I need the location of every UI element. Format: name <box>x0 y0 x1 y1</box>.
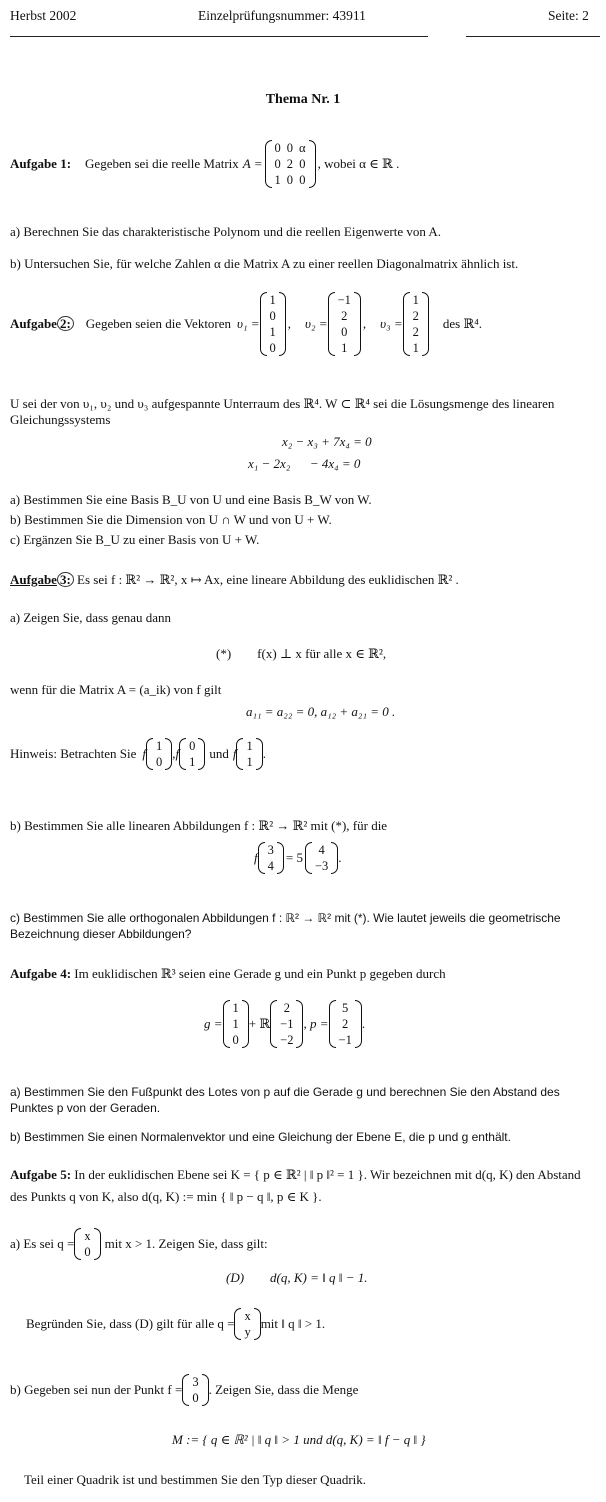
aufgabe-4-b: b) Bestimmen Sie einen Normalenvektor und eine Gleichung der Ebene E, die p und g enthält. <box>10 1130 511 1144</box>
hint-vector-1-entry: 0 <box>155 755 163 769</box>
v2-name: υ₂ = <box>305 316 328 331</box>
reason-vector-row <box>241 1308 253 1324</box>
hint-vector-3-row <box>243 738 255 754</box>
a5-b-vector-entry: 0 <box>192 1391 199 1405</box>
vector-v2-row <box>335 308 354 324</box>
a5-a-pre: a) Es sei q = <box>10 1236 75 1251</box>
a5-a-vector-row <box>81 1228 93 1244</box>
matrix-A-entry: 0 <box>299 173 306 187</box>
g-direction-vector-entry: 2 <box>283 1001 290 1015</box>
aufgabe-1-label: Aufgabe 1: <box>10 156 72 171</box>
aufgabe-2-b: b) Bestimmen Sie die Dimension von U ∩ W und von U + W. <box>10 512 332 527</box>
hint-pre: Hinweis: Betrachten Sie <box>10 746 137 761</box>
vector-v2-entry: −1 <box>337 293 351 307</box>
aufgabe-5-b <box>10 1374 358 1406</box>
b-rhs-vector-row <box>312 842 331 858</box>
hint-vector-2 <box>179 738 205 770</box>
p-vector-row <box>336 1016 355 1032</box>
hint-f-2: f <box>175 746 180 761</box>
hint-vector-1 <box>146 738 172 770</box>
aufgabe-3-label-num: 3: <box>57 572 74 587</box>
equation-2: x₁ − 2x₂ − 4x₄ = 0 <box>248 456 361 471</box>
v3-name: υ₃ = <box>380 316 403 331</box>
matrix-A-entry: 2 <box>286 157 294 171</box>
header-center: Einzelprüfungsnummer: 43911 <box>198 8 366 23</box>
b-rhs-vector <box>305 842 338 874</box>
hint-comma: , <box>172 746 176 761</box>
aufgabe-2-a: a) Bestimmen Sie eine Basis B_U von U und eine Basis B_W von W. <box>10 492 372 507</box>
reason-vector <box>234 1308 260 1340</box>
aufgabe-3-c: c) Bestimmen Sie alle orthogonalen Abbildungen f : ℝ² → ℝ² mit (*). Wie lautet jeweils die geometrische Bezeichnung dieser Abbildungen? <box>10 911 561 941</box>
a5-a-vector-entry: 0 <box>84 1245 91 1259</box>
matrix-A-entry: 0 <box>274 141 281 155</box>
p-vector-row <box>336 1000 355 1016</box>
hint-vector-3-entry: 1 <box>246 755 253 769</box>
g-direction-vector-row <box>277 1000 296 1016</box>
matrix-A-row <box>272 172 309 188</box>
aufgabe-1-after: , wobei α ∈ ℝ . <box>317 156 400 171</box>
matrix-A-entry: α <box>299 141 306 155</box>
aufgabe-1-a: a) Berechnen Sie das charakteristische Polynom und die reellen Eigenwerte von A. <box>10 224 442 239</box>
b-lhs-vector <box>258 842 284 874</box>
reason-vector-entry: x <box>244 1309 251 1323</box>
sep-2: , <box>362 316 367 331</box>
b-eq: = 5 <box>285 850 303 865</box>
aufgabe-1-b: b) Untersuchen Sie, für welche Zahlen α die Matrix A zu einer reellen Diagonalmatrix ähnlich ist. <box>10 256 519 271</box>
vector-v2-row <box>335 340 354 356</box>
aufgabe-2-label <box>10 316 74 332</box>
aufgabe-2-statement <box>10 292 482 356</box>
aufgabe-3-when: wenn für die Matrix A = (a_ik) von f gilt <box>10 682 222 697</box>
a5-a-vector-row <box>81 1244 93 1260</box>
b-lhs-vector-row <box>265 842 277 858</box>
vector-v2-entry: 0 <box>341 325 348 339</box>
b-rhs-vector-entry: 4 <box>318 843 325 857</box>
g-direction-vector-entry: −2 <box>280 1033 294 1047</box>
set-M: M := { q ∈ ℝ² | ‖ q ‖ > 1 und d(q, K) = ‖ f − q ‖ } <box>172 1432 426 1447</box>
matrix-A <box>265 140 316 188</box>
vector-v3-entry: 2 <box>412 325 419 339</box>
hint-und: und <box>209 746 229 761</box>
vector-v2-row <box>335 324 354 340</box>
matrix-A-entry: 0 <box>286 173 294 187</box>
a5-a-vector-entry: x <box>84 1229 91 1243</box>
hint-vector-1-entry: 1 <box>155 739 163 753</box>
hint-vector-2-row <box>186 738 198 754</box>
aufgabe-5-label: Aufgabe 5: <box>10 1167 72 1182</box>
g-direction-vector-entry: −1 <box>280 1017 294 1031</box>
g-support-vector-row <box>230 1000 242 1016</box>
g-support-vector-row <box>230 1016 242 1032</box>
matrix-A-entry: 0 <box>299 157 306 171</box>
matrix-A-row <box>272 156 309 172</box>
aufgabe-3-condition: a₁₁ = a₂₂ = 0, a₁₂ + a₂₁ = 0 . <box>246 704 396 719</box>
g-direction-vector-row <box>277 1016 296 1032</box>
aufgabe-4-text: Im euklidischen ℝ³ seien eine Gerade g und ein Punkt p gegeben durch <box>74 966 446 981</box>
a5-b-vector-entry: 3 <box>192 1375 199 1389</box>
p-vector <box>329 1000 362 1048</box>
a5-b-vector-row <box>189 1374 201 1390</box>
vector-v1-row <box>267 324 279 340</box>
matrix-A-row <box>272 140 309 156</box>
aufgabe-3-label-pre: Aufgabe <box>10 572 57 587</box>
reason-post: mit ‖ q ‖ > 1. <box>260 1316 326 1331</box>
a5-b-vector <box>182 1374 208 1406</box>
g-support-vector-entry: 0 <box>232 1033 239 1047</box>
aufgabe-5-last: Teil einer Quadrik ist und bestimmen Sie den Typ dieser Quadrik. <box>24 1472 367 1487</box>
hint-vector-3-entry: 1 <box>246 739 253 753</box>
b-f: f <box>254 850 258 865</box>
aufgabe-5-reason <box>26 1308 325 1340</box>
property-star: (*) f(x) ⊥ x für alle x ∈ ℝ², <box>216 646 387 661</box>
vector-v3-row <box>410 292 422 308</box>
reason-vector-entry: y <box>244 1325 251 1339</box>
matrix-A-entry: 0 <box>286 141 294 155</box>
hint-vector-1-row <box>153 738 165 754</box>
p-vector-entry: 5 <box>342 1001 349 1015</box>
vector-v1-entry: 0 <box>269 309 276 323</box>
a5-b-post: . Zeigen Sie, dass die Menge <box>208 1382 359 1397</box>
equation-1: x₂ − x₃ + 7x₄ = 0 <box>282 434 372 449</box>
vector-v3 <box>403 292 429 356</box>
vector-v2 <box>328 292 361 356</box>
vector-v1-row <box>267 340 279 356</box>
v1-name: υ₁ = <box>237 316 260 331</box>
g-name: g = <box>204 1016 223 1031</box>
hint-f-3: f <box>232 746 237 761</box>
matrix-A-entry: 0 <box>274 157 281 171</box>
vector-v3-entry: 1 <box>412 341 419 355</box>
vector-v1-row <box>267 292 279 308</box>
aufgabe-1-text: Gegeben sei die reelle Matrix <box>85 156 239 171</box>
header-right: Seite: 2 <box>548 8 589 23</box>
vector-v3-row <box>410 340 422 356</box>
a5-b-pre: b) Gegeben sei nun der Punkt f = <box>10 1382 183 1397</box>
hint-vector-3 <box>236 738 262 770</box>
header-left: Herbst 2002 <box>10 8 77 23</box>
aufgabe-2-intro: U sei der von υ₁, υ₂ und υ₃ aufgespannte Unterraum des ℝ⁴. W ⊂ ℝ⁴ sei die Lösungsmenge des linearen Gleichungssystems <box>10 396 555 427</box>
aufgabe-1-statement <box>10 140 399 188</box>
p-vector-entry: −1 <box>338 1033 352 1047</box>
a5-b-vector-row <box>189 1390 201 1406</box>
a5-a-post: mit x > 1. Zeigen Sie, dass gilt: <box>104 1236 268 1251</box>
aufgabe-3-label <box>10 572 74 587</box>
g-support-vector-entry: 1 <box>232 1001 239 1015</box>
header-rule-left <box>10 36 428 37</box>
vector-v3-row <box>410 308 422 324</box>
vector-v1 <box>260 292 286 356</box>
b-lhs-vector-entry: 3 <box>267 843 274 857</box>
p-name: , p = <box>303 1016 329 1031</box>
vector-v1-row <box>267 308 279 324</box>
aufgabe-3-statement <box>10 572 459 588</box>
aufgabe-5-text: In der euklidischen Ebene sei K = { p ∈ ℝ² | ‖ p ‖² = 1 }. Wir bezeichnen mit d(q, K) den Abstand des Punkts q von K, also d(q, K) := min { ‖ p − q ‖, p ∈ K }. <box>10 1167 581 1204</box>
aufgabe-2-c: c) Ergänzen Sie B_U zu einer Basis von U + W. <box>10 532 260 547</box>
b-lhs-vector-row <box>265 858 277 874</box>
b-lhs-vector-entry: 4 <box>267 859 274 873</box>
g-support-vector <box>223 1000 249 1048</box>
hint-f-1: f <box>142 746 146 761</box>
aufgabe-4-label: Aufgabe 4: <box>10 966 72 981</box>
aufgabe-3-b: b) Bestimmen Sie alle linearen Abbildungen f : ℝ² → ℝ² mit (*), für die <box>10 818 388 833</box>
g-support-vector-row <box>230 1032 242 1048</box>
hint-vector-2-entry: 1 <box>189 755 196 769</box>
header-rule-right <box>466 36 600 37</box>
g-direction-vector-row <box>277 1032 296 1048</box>
vector-v3-entry: 2 <box>412 309 419 323</box>
b-rhs-vector-row <box>312 858 331 874</box>
aufgabe-3-b-equation <box>254 842 342 874</box>
vector-v2-row <box>335 292 354 308</box>
a5-a-vector <box>74 1228 100 1260</box>
aufgabe-3-hint <box>10 738 266 770</box>
reason-pre: Begründen Sie, dass (D) gilt für alle q = <box>26 1316 235 1331</box>
g-support-vector-entry: 1 <box>232 1017 239 1031</box>
b-rhs-vector-entry: −3 <box>314 859 329 873</box>
aufgabe-3-a: a) Zeigen Sie, dass genau dann <box>10 610 172 625</box>
aufgabe-5-statement <box>10 1164 596 1208</box>
hint-vector-2-entry: 0 <box>189 739 196 753</box>
aufgabe-4-a: a) Bestimmen Sie den Fußpunkt des Lotes von p auf die Gerade g und berechnen Sie den Abstand des Punktes p von der Geraden. <box>10 1085 560 1115</box>
vector-v1-entry: 1 <box>269 293 276 307</box>
hint-dot: . <box>262 746 266 761</box>
aufgabe-2-text: Gegeben seien die Vektoren <box>85 316 232 331</box>
vector-v1-entry: 1 <box>269 325 276 339</box>
aufgabe-4-statement <box>10 966 446 982</box>
vector-v1-entry: 0 <box>269 341 276 355</box>
p-dot: . <box>361 1016 366 1031</box>
b-dot: . <box>338 850 342 865</box>
vector-v3-row <box>410 324 422 340</box>
aufgabe-5-a <box>10 1228 268 1260</box>
matrix-A-name: A = <box>242 156 263 171</box>
vector-v3-entry: 1 <box>412 293 419 307</box>
p-vector-row <box>336 1032 355 1048</box>
aufgabe-3-text: Es sei f : ℝ² → ℝ², x ↦ Ax, eine lineare Abbildung des euklidischen ℝ² . <box>77 572 459 587</box>
line-and-point <box>204 1000 365 1048</box>
aufgabe-2-of: des ℝ⁴. <box>442 316 483 331</box>
vector-v2-entry: 1 <box>341 341 348 355</box>
aufgabe-2-label-pre: Aufgabe <box>10 316 57 331</box>
p-vector-entry: 2 <box>342 1017 349 1031</box>
matrix-A-entry: 1 <box>274 173 281 187</box>
statement-D: (D) d(q, K) = ‖ q ‖ − 1. <box>226 1270 368 1285</box>
hint-vector-3-row <box>243 754 255 770</box>
plus-R: + ℝ <box>248 1016 271 1031</box>
vector-v2-entry: 2 <box>341 309 348 323</box>
hint-vector-2-row <box>186 754 198 770</box>
hint-vector-1-row <box>153 754 165 770</box>
reason-vector-row <box>241 1324 253 1340</box>
page-title: Thema Nr. 1 <box>265 92 341 107</box>
g-direction-vector <box>270 1000 303 1048</box>
sep-1: , <box>287 316 292 331</box>
aufgabe-2-label-num: 2: <box>57 316 74 331</box>
